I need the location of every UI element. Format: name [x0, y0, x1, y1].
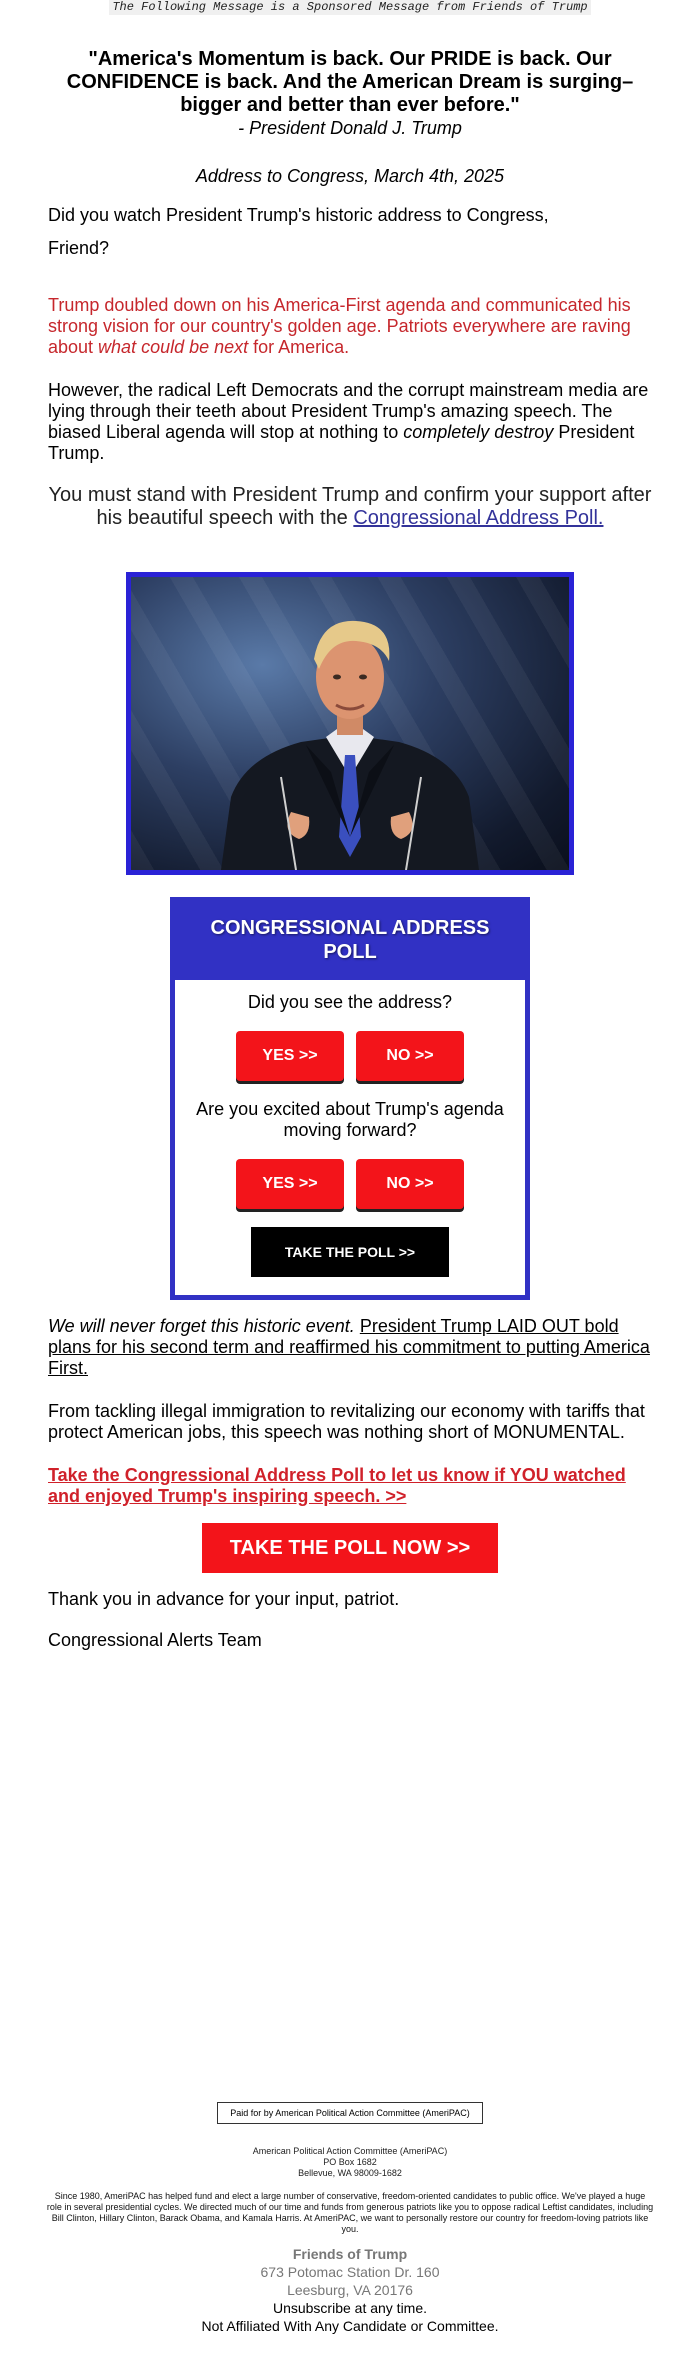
- org-name: American Political Action Committee (AmeriPAC): [252, 2146, 448, 2156]
- q1-yes-button[interactable]: YES >>: [236, 1031, 344, 1081]
- email-body: [48, 48, 652, 530]
- not-affiliated: Not Affiliated With Any Candidate or Committee.: [201, 2318, 499, 2334]
- q2-yes-button[interactable]: YES >>: [236, 1159, 344, 1209]
- sponsor-text: The Following Message is a Sponsored Message from Friends of Trump: [109, 0, 590, 15]
- org-po-box: PO Box 1682: [323, 2157, 377, 2167]
- however-paragraph: [48, 380, 652, 464]
- however-text-2: President Trump.: [48, 422, 635, 463]
- take-poll-button[interactable]: TAKE THE POLL >>: [251, 1227, 449, 1277]
- congressional-poll-link[interactable]: Congressional Address Poll.: [353, 507, 604, 529]
- signoff: [48, 1589, 652, 1651]
- cta-paragraph: [48, 484, 652, 530]
- tackling-paragraph: From tackling illegal immigration to revitalizing our economy with tariffs that protect American jobs, this speech was nothing short of MONUMENTAL.: [48, 1401, 645, 1442]
- take-poll-now-button[interactable]: TAKE THE POLL NOW >>: [202, 1523, 498, 1573]
- poll-question-1: Did you see the address?: [247, 992, 453, 1012]
- friends-address-1: 673 Potomac Station Dr. 160: [260, 2264, 440, 2280]
- signature: Congressional Alerts Team: [48, 1630, 262, 1650]
- poll-title: CONGRESSIONAL ADDRESS POLL: [175, 902, 525, 980]
- org-about: Since 1980, AmeriPAC has helped fund and elect a large number of conservative, freedom-oriented candidates to public office. We've played a huge role in several presidential cycles. We directed much of our time and funds from generous patriots like you to oppose radical Leftist candidates, including Bill Clinton, Hillary Clinton, Barack Obama, and Kamala Harris. At AmeriPAC, we want to personally restore our country for freedom-loving patriots like you.: [46, 2191, 654, 2234]
- poll-question-2: Are you excited about Trump's agenda moving forward?: [196, 1099, 504, 1140]
- poll-body: [175, 980, 525, 1295]
- closing-section: [48, 1316, 652, 1507]
- take-poll-red-link-paragraph: [48, 1465, 652, 1507]
- poll-q2-buttons: [175, 1159, 525, 1209]
- red-para-text-2: for America.: [248, 337, 350, 357]
- quote-attribution: - President Donald J. Trump: [238, 118, 462, 138]
- greeting: Friend?: [48, 238, 110, 258]
- second-term-link[interactable]: President Trump LAID OUT bold plans for his second term and reaffirmed his commitment to putting America First.: [48, 1316, 650, 1378]
- unsubscribe-link[interactable]: Unsubscribe at any time.: [272, 2300, 428, 2316]
- red-para-italic: what could be next: [98, 337, 249, 357]
- however-text-1: However, the radical Left Democrats and the corrupt mainstream media are lying through their teeth about President Trump's amazing speech. The biased Liberal agenda will stop at nothing to: [48, 380, 649, 442]
- however-italic: completely destroy: [403, 422, 554, 442]
- q2-no-button[interactable]: NO >>: [356, 1159, 464, 1209]
- footer: [0, 2102, 700, 2335]
- q1-no-button[interactable]: NO >>: [356, 1031, 464, 1081]
- thanks-line: Thank you in advance for your input, patriot.: [48, 1589, 400, 1609]
- intro-line: Did you watch President Trump's historic address to Congress,: [48, 205, 549, 225]
- org-city: Bellevue, WA 98009-1682: [298, 2168, 402, 2178]
- friends-address-2: Leesburg, VA 20176: [287, 2282, 413, 2298]
- headline-quote: "America's Momentum is back. Our PRIDE is back. Our CONFIDENCE is back. And the American Dream is surging–bigger and better than ever before.": [66, 48, 634, 116]
- paid-for-box: Paid for by American Political Action Committee (AmeriPAC): [217, 2102, 482, 2124]
- red-paragraph: [48, 295, 652, 358]
- trump-figure-illustration: [131, 577, 569, 870]
- poll-q1-buttons: [175, 1031, 525, 1081]
- never-forget-paragraph: [48, 1316, 652, 1379]
- take-poll-red-link[interactable]: Take the Congressional Address Poll to let us know if YOU watched and enjoyed Trump's inspiring speech. >>: [48, 1465, 626, 1506]
- event-date: Address to Congress, March 4th, 2025: [195, 166, 505, 186]
- sponsor-banner: [0, 0, 700, 18]
- friends-name: Friends of Trump: [292, 2246, 408, 2262]
- cta-text: You must stand with President Trump and confirm your support after his beautiful speech with the: [48, 484, 652, 529]
- never-forget-italic: We will never forget this historic event.: [48, 1316, 355, 1336]
- red-para-text-1: Trump doubled down on his America-First agenda and communicated his strong vision for our country's golden age. Patriots everywhere are raving about: [48, 295, 631, 357]
- trump-photo[interactable]: [126, 572, 574, 875]
- poll-card: [170, 897, 530, 1300]
